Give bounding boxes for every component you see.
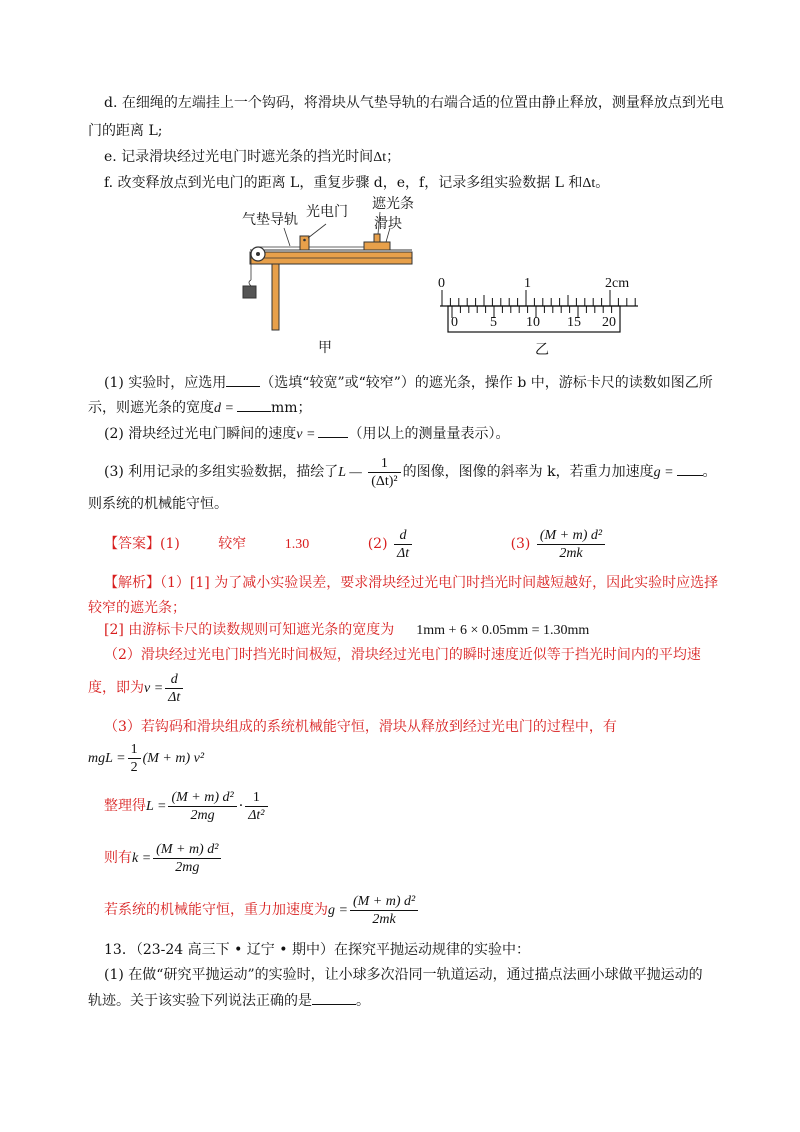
- analysis-line9: [104, 838, 223, 879]
- analysis-l5-lhs: v =: [144, 681, 164, 696]
- q13-l3-end: 。: [356, 993, 370, 1009]
- shading-strip: [374, 234, 380, 242]
- analysis-line7: [88, 738, 204, 779]
- analysis-line3: [104, 620, 589, 641]
- step-d-line2: 门的距离 L;: [88, 123, 163, 139]
- analysis-l1-text: （1）[1] 为了减小实验误差，要求滑块经过光电门时挡光时间越短越好，因此实验时应选择: [160, 575, 719, 591]
- l9-num: (M + m) d²: [156, 841, 219, 857]
- analysis-l8-text: 整理得: [104, 798, 146, 814]
- q1-text-a: (1) 实验时，应选用: [104, 375, 227, 391]
- ans2-den: Δt: [394, 544, 412, 562]
- question-1-line2: [88, 397, 312, 419]
- q3-fraction: [368, 455, 400, 490]
- l10-den: 2mk: [350, 910, 418, 928]
- answer-line: [104, 524, 607, 565]
- label-shading-strip: 遮光条: [372, 196, 414, 212]
- analysis-l3-text: [2] 由游标卡尺的读数规则可知遮光条的宽度为: [104, 622, 395, 638]
- ans3-den: 2mk: [537, 544, 605, 562]
- analysis-line8: [104, 786, 270, 827]
- photogate: [300, 236, 309, 250]
- l8-den: 2mg: [168, 806, 236, 824]
- main-label-1: 1: [524, 276, 531, 291]
- vernier-label-5: 5: [490, 315, 497, 330]
- answer-part2: (2): [367, 536, 388, 552]
- q3-frac-den: (Δt)²: [368, 472, 400, 490]
- q3-symbol-g: g =: [653, 465, 674, 480]
- caption-jia: 甲: [318, 340, 332, 356]
- question-13-part1-line1: (1) 在做“研究平抛运动”的实验时，让小球多次沿同一轨道运动，通过描点法画小球做平抛运动的: [104, 967, 703, 983]
- question-13-part1-line2: [88, 990, 370, 1011]
- q3-blank: [677, 461, 703, 476]
- q13-l3-text: 轨迹。关于该实验下列说法正确的是: [88, 993, 312, 1009]
- answer-fraction-2: [394, 527, 412, 562]
- q2-blank: [318, 423, 348, 438]
- main-label-2cm: 2cm: [605, 276, 630, 291]
- analysis-label: 【解析】: [104, 575, 160, 591]
- question-3-line2: 则系统的机械能守恒。: [88, 496, 228, 512]
- q2-text-a: (2) 滑块经过光电门瞬间的速度: [104, 426, 297, 442]
- l8-num: (M + m) d²: [171, 789, 234, 805]
- answer-value-2: 1.30: [284, 537, 310, 552]
- analysis-l7-lhs: mgL =: [88, 751, 126, 766]
- analysis-l5-text: 度，即为: [88, 680, 144, 696]
- vernier-label-0: 0: [451, 315, 458, 330]
- l9-den: 2mg: [153, 858, 221, 876]
- answer-fraction-3: [537, 527, 605, 562]
- q1-text-b: （选填“较宽”或“较窄”）的遮光条，操作 b 中，游标卡尺的读数如图乙所: [260, 375, 713, 391]
- label-air-rail: 气垫导轨: [242, 212, 298, 228]
- label-slider: 滑块: [374, 216, 402, 232]
- ans2-num: d: [399, 527, 407, 543]
- l8-num2: 1: [252, 789, 260, 805]
- step-f-symbol: Δt。: [582, 176, 610, 191]
- step-d-line1: d. 在细绳的左端挂上一个钩码，将滑块从气垫导轨的右端合适的位置由静止释放，测量释放点到光电: [104, 95, 724, 111]
- analysis-l7-fraction: [128, 741, 141, 776]
- q1-text-c: 示，则遮光条的宽度: [88, 400, 214, 416]
- step-e: [104, 147, 400, 168]
- q13-blank: [312, 990, 356, 1005]
- l5-num: d: [170, 671, 178, 687]
- label-photogate: 光电门: [306, 204, 348, 220]
- answer-value-1: 较窄: [218, 536, 247, 552]
- hook-weight: [243, 286, 256, 298]
- vernier-label-20: 20: [602, 315, 616, 330]
- caption-yi: 乙: [535, 342, 549, 358]
- q3-text-e: 。: [702, 464, 717, 480]
- q2-text-c: （用以上的测量量表示）。: [348, 426, 510, 442]
- q3-symbol-L: L —: [338, 465, 362, 480]
- analysis-l10-text: 若系统的机械能守恒，重力加速度为: [104, 902, 328, 918]
- answer-part1: (1): [160, 536, 180, 552]
- analysis-l7-rhs: (M + m) v²: [142, 751, 205, 766]
- analysis-l8-lhs: L =: [146, 799, 167, 814]
- question-2: [104, 423, 509, 445]
- main-scale-ticks: [442, 290, 635, 306]
- ans3-num: (M + m) d²: [539, 527, 603, 543]
- analysis-line4: （2）滑块经过光电门时挡光时间极短，滑块经过光电门的瞬时速度近似等于挡光时间内的平均速: [104, 647, 701, 663]
- l5-den: Δt: [165, 688, 183, 706]
- analysis-line2: 较窄的遮光条；: [88, 600, 186, 616]
- q3-frac-num: 1: [380, 455, 388, 471]
- analysis-l10-lhs: g =: [328, 903, 348, 918]
- q1-symbol-d: d =: [214, 401, 234, 416]
- support-stand: [272, 264, 279, 330]
- analysis-l10-fraction: [350, 893, 418, 928]
- step-f-text: f. 改变释放点到光电门的距离 L，重复步骤 d，e，f，记录多组实验数据 L 和: [104, 175, 583, 191]
- analysis-l8-dot: ·: [238, 798, 244, 814]
- analysis-l9-text: 则有: [104, 850, 132, 866]
- analysis-line10: [104, 890, 420, 931]
- q1-blank-2: [237, 397, 271, 412]
- analysis-l8-fraction-2: [245, 789, 267, 824]
- question-13-heading: 13．（23-24 高三下 • 辽宁 • 期中）在探究平抛运动规律的实验中：: [104, 942, 530, 958]
- main-label-0: 0: [438, 276, 445, 291]
- answer-part3: (3): [510, 536, 531, 552]
- step-e-text: e. 记录滑块经过光电门时遮光条的挡光时间: [104, 149, 374, 165]
- analysis-l9-fraction: [153, 841, 221, 876]
- step-f: [104, 173, 609, 194]
- analysis-line5: [88, 668, 185, 709]
- analysis-l3-equation: 1mm + 6 × 0.05mm = 1.30mm: [416, 623, 590, 638]
- vernier-label-10: 10: [526, 315, 540, 330]
- q1-text-e: mm；: [270, 400, 312, 416]
- analysis-line1: [104, 573, 718, 593]
- l7-den: 2: [128, 758, 141, 776]
- question-1-line1: [104, 372, 713, 393]
- q3-text-a: (3) 利用记录的多组实验数据，描绘了: [104, 464, 339, 480]
- q3-text-c: 的图像，图像的斜率为 k，若重力加速度: [402, 464, 654, 480]
- l8-den2: Δt²: [245, 806, 267, 824]
- analysis-l5-fraction: [165, 671, 183, 706]
- l10-num: (M + m) d²: [352, 893, 416, 909]
- q2-symbol-v: v =: [296, 427, 316, 442]
- q1-blank-1: [226, 372, 260, 387]
- slider-block: [364, 242, 390, 250]
- question-3-line1: [104, 450, 717, 495]
- l7-num: 1: [130, 741, 138, 757]
- analysis-l8-fraction-1: [168, 789, 236, 824]
- analysis-l9-lhs: k =: [132, 851, 152, 866]
- vernier-label-15: 15: [567, 315, 581, 330]
- analysis-line6: （3）若钩码和滑块组成的系统机械能守恒，滑块从释放到经过光电门的过程中，有: [104, 719, 617, 735]
- answer-label: 【答案】: [104, 536, 160, 552]
- step-e-symbol: Δt；: [373, 150, 401, 165]
